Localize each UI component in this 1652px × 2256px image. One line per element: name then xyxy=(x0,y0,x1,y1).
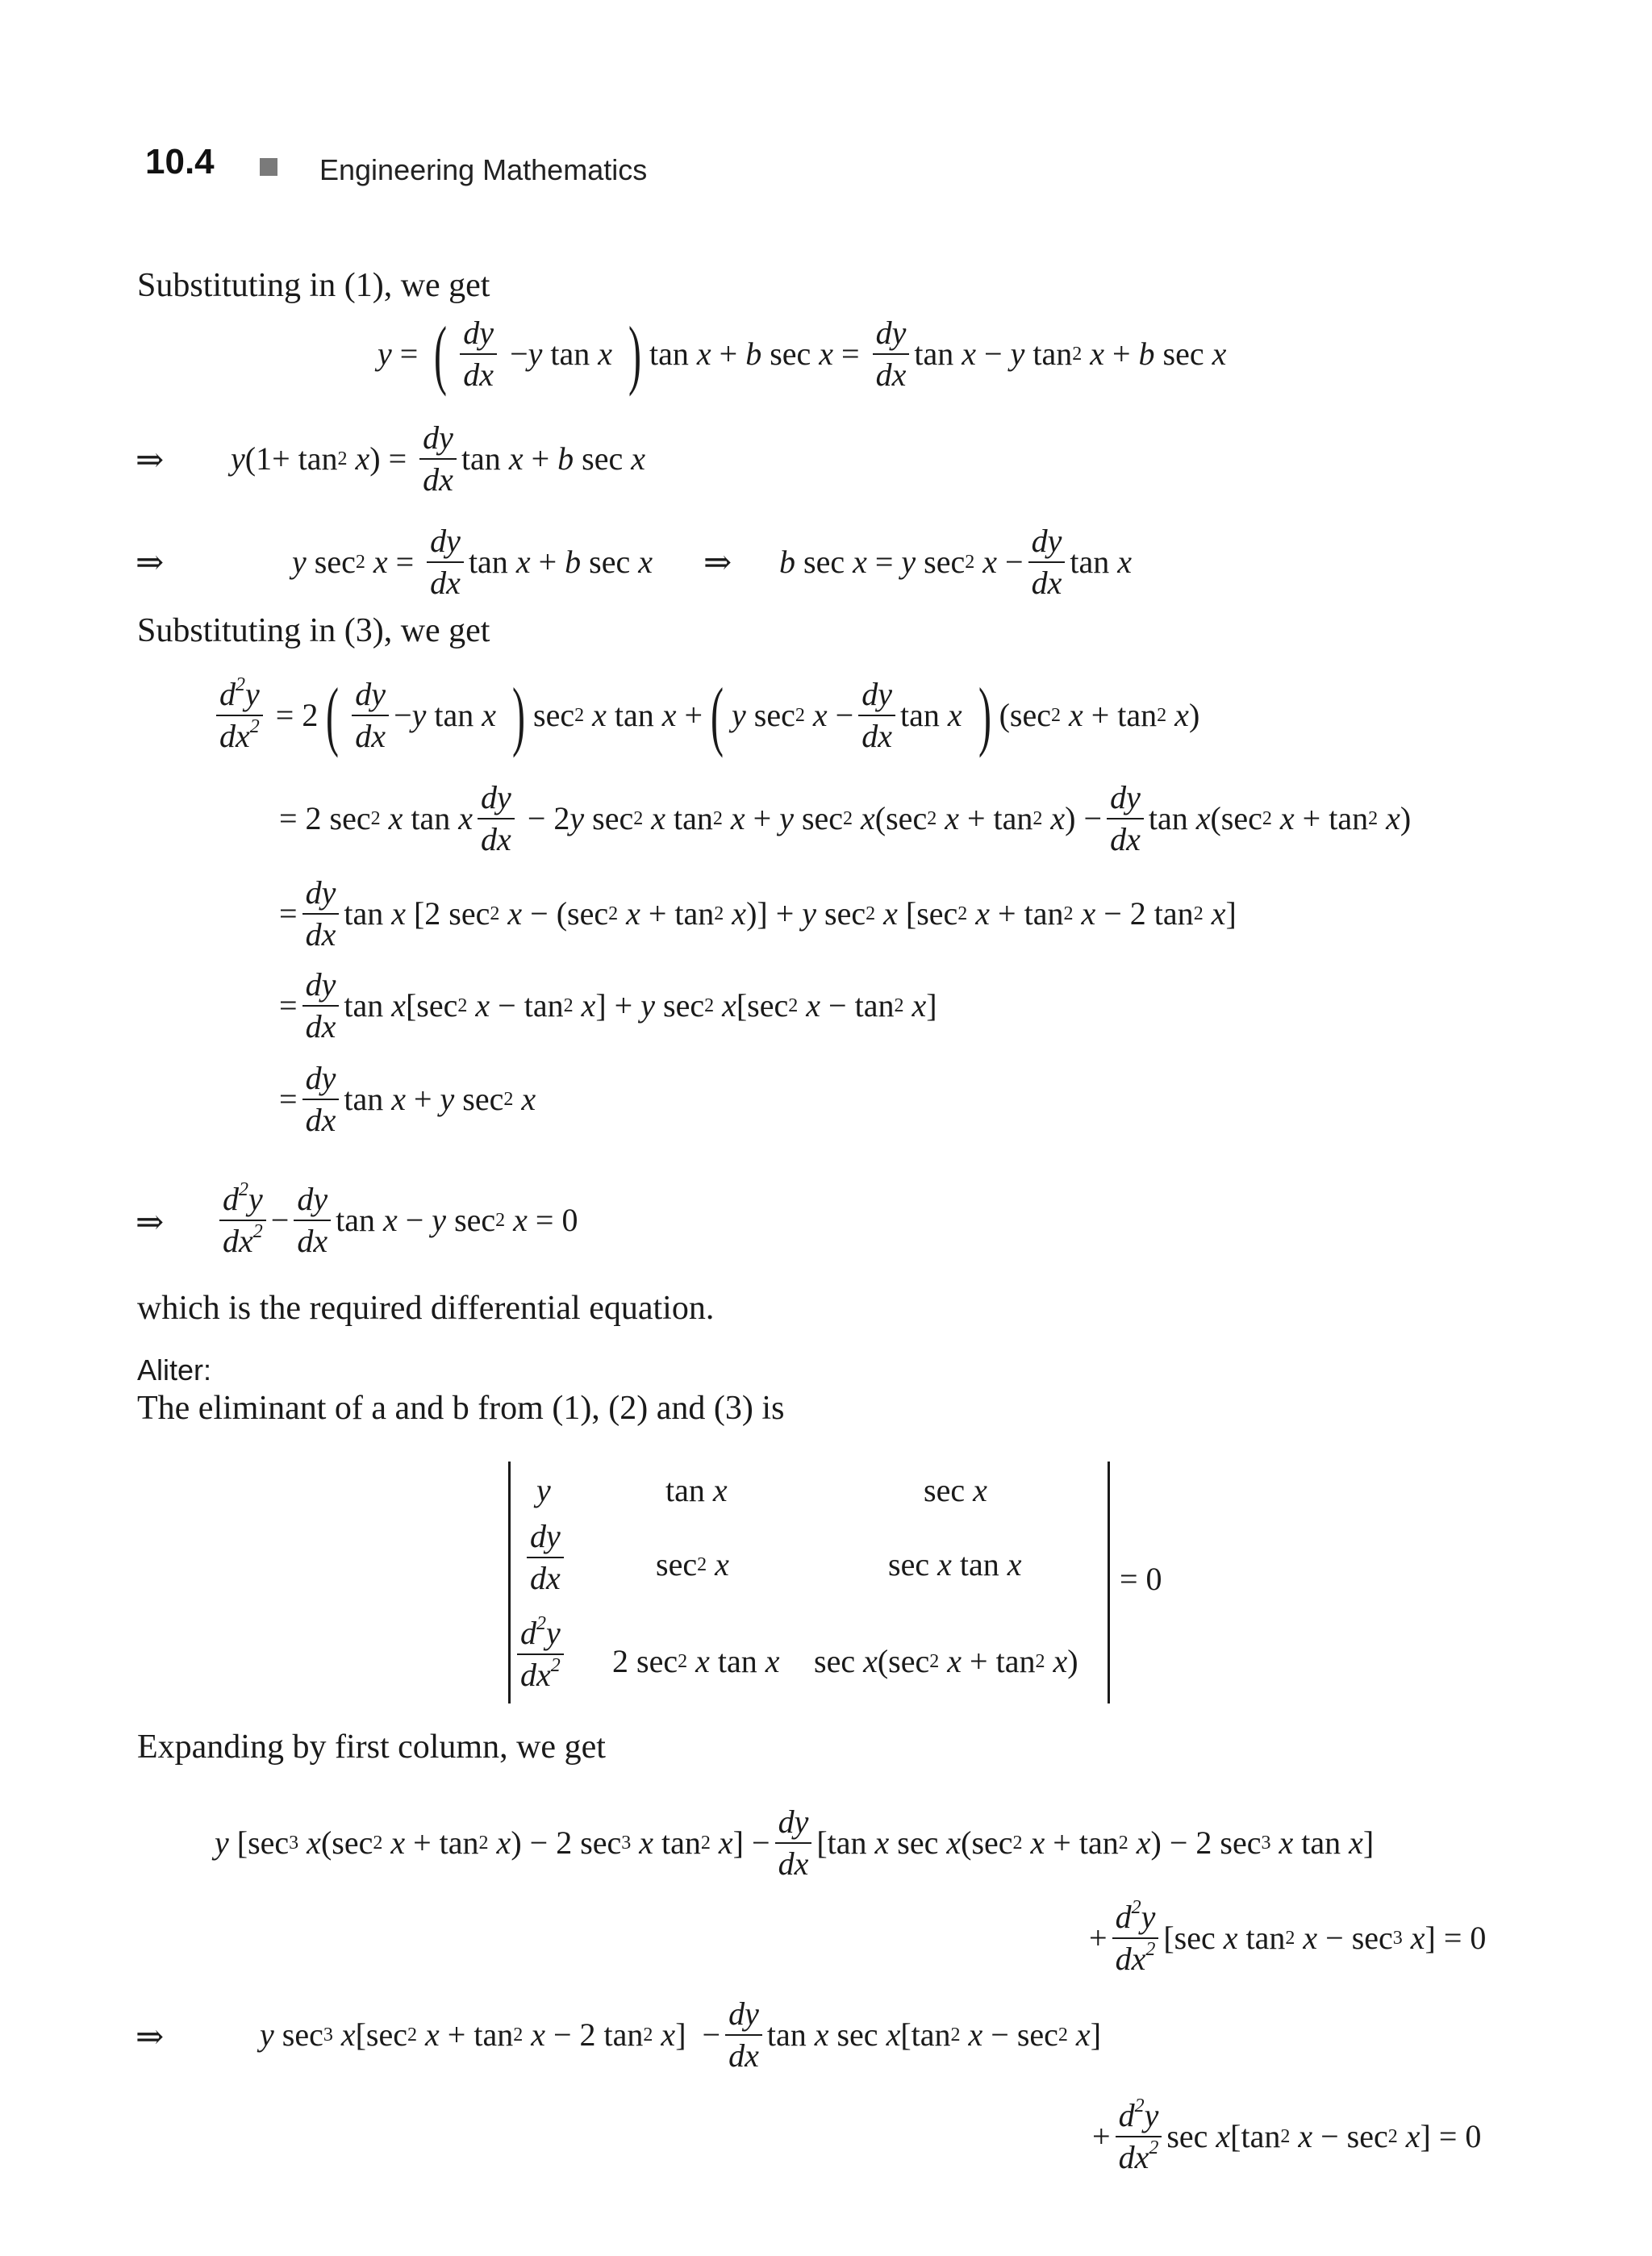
equation-2: y (1+ tan 2 x ) = dy dx tan x + b sec x xyxy=(231,419,645,498)
det-cell-2-2: sec 2 x xyxy=(656,1546,729,1583)
substituting-3-text: Substituting in (3), we get xyxy=(137,612,490,649)
equation-1: y = ( dy dx − y tan x ) tan x + b sec x = dy dx tan x − y tan 2 x + b sec x xyxy=(378,310,1227,397)
equation-4: b sec x = y sec 2 x − dy dx tan x xyxy=(779,523,1132,601)
implies-arrow: ⇒ xyxy=(136,442,165,479)
equation-12: + $d^2y$ $dx^2$ [sec x tan 2 x − sec 3 x ] = 0 xyxy=(1089,1897,1487,1977)
eliminant-text: The eliminant of a and b from (1), (2) and (3) is xyxy=(137,1390,785,1427)
det-cell-1-3: sec x xyxy=(924,1472,987,1508)
det-cell-1-1: y xyxy=(536,1472,551,1508)
equation-9: = dy dx tan x + y sec 2 x xyxy=(279,1060,536,1138)
implies-arrow: ⇒ xyxy=(136,544,165,582)
implies-arrow: ⇒ xyxy=(136,1204,165,1241)
det-cell-2-3: sec x tan x xyxy=(888,1546,1022,1583)
equation-14: + $d^2y$ $dx^2$ sec x [tan 2 x − sec 2 x ] = 0 xyxy=(1092,2095,1482,2175)
required-text: which is the required differential equation. xyxy=(137,1290,715,1327)
equation-10: $d^2y$ $dx^2$ − dy dx tan x − y sec 2 x = 0 xyxy=(215,1182,578,1258)
page-number: 10.4 xyxy=(145,142,215,181)
equation-13: y sec 3 x [sec 2 x + tan 2 x − 2 tan 2 x ] − dy dx tan x sec x [tan 2 x − sec 2 x ] xyxy=(260,1995,1102,2074)
book-title: Engineering Mathematics xyxy=(319,153,648,186)
expanding-text: Expanding by first column, we get xyxy=(137,1728,606,1766)
implies-arrow: ⇒ xyxy=(703,544,732,582)
det-cell-3-2: 2 sec 2 x tan x xyxy=(612,1643,780,1679)
equation-3: y sec 2 x = dy dx tan x + b sec x xyxy=(292,523,653,601)
det-cell-3-3: sec x (sec 2 x + tan 2 x ) xyxy=(814,1643,1078,1679)
equation-6: = 2 sec 2 x tan x dy dx − 2 y sec 2 x tan 2 x + y sec 2 x (sec 2 x + tan 2 x ) − dy dx tan x (sec 2 x + tan 2 x ) xyxy=(279,779,1412,857)
det-cell-1-2: tan x xyxy=(665,1472,728,1508)
equation-7: = dy dx tan x [2 sec 2 x − (sec 2 x + tan 2 x )] + y sec 2 x [sec 2 x + tan 2 x − 2 tan 2 x ] xyxy=(279,874,1237,953)
determinant-equals-zero: = 0 xyxy=(1120,1561,1162,1597)
equation-5: $d^2y$ $dx^2$ = 2 ( dy dx − y tan x ) sec 2 x tan x + ( y sec 2 x − dy dx tan x ) (sec 2 x + tan 2 x ) xyxy=(211,678,1199,753)
aliter-heading: Aliter: xyxy=(137,1353,212,1387)
determinant xyxy=(508,1462,1110,1703)
det-cell-2-1: dy dx xyxy=(522,1520,569,1595)
det-cell-3-1: $d^2y$ $dx^2$ xyxy=(512,1616,569,1692)
substituting-1-text: Substituting in (1), we get xyxy=(137,267,490,304)
equation-8: = dy dx tan x [sec 2 x − tan 2 x ] + y sec 2 x [sec 2 x − tan 2 x ] xyxy=(279,966,937,1045)
implies-arrow: ⇒ xyxy=(136,2019,165,2056)
equation-11: y [sec 3 x (sec 2 x + tan 2 x ) − 2 sec 3 x tan 2 x ] − dy dx [tan x sec x (sec 2 x + tan 2 x ) − 2 sec 3 x tan x ] xyxy=(215,1804,1375,1882)
header-square-icon xyxy=(260,158,277,176)
